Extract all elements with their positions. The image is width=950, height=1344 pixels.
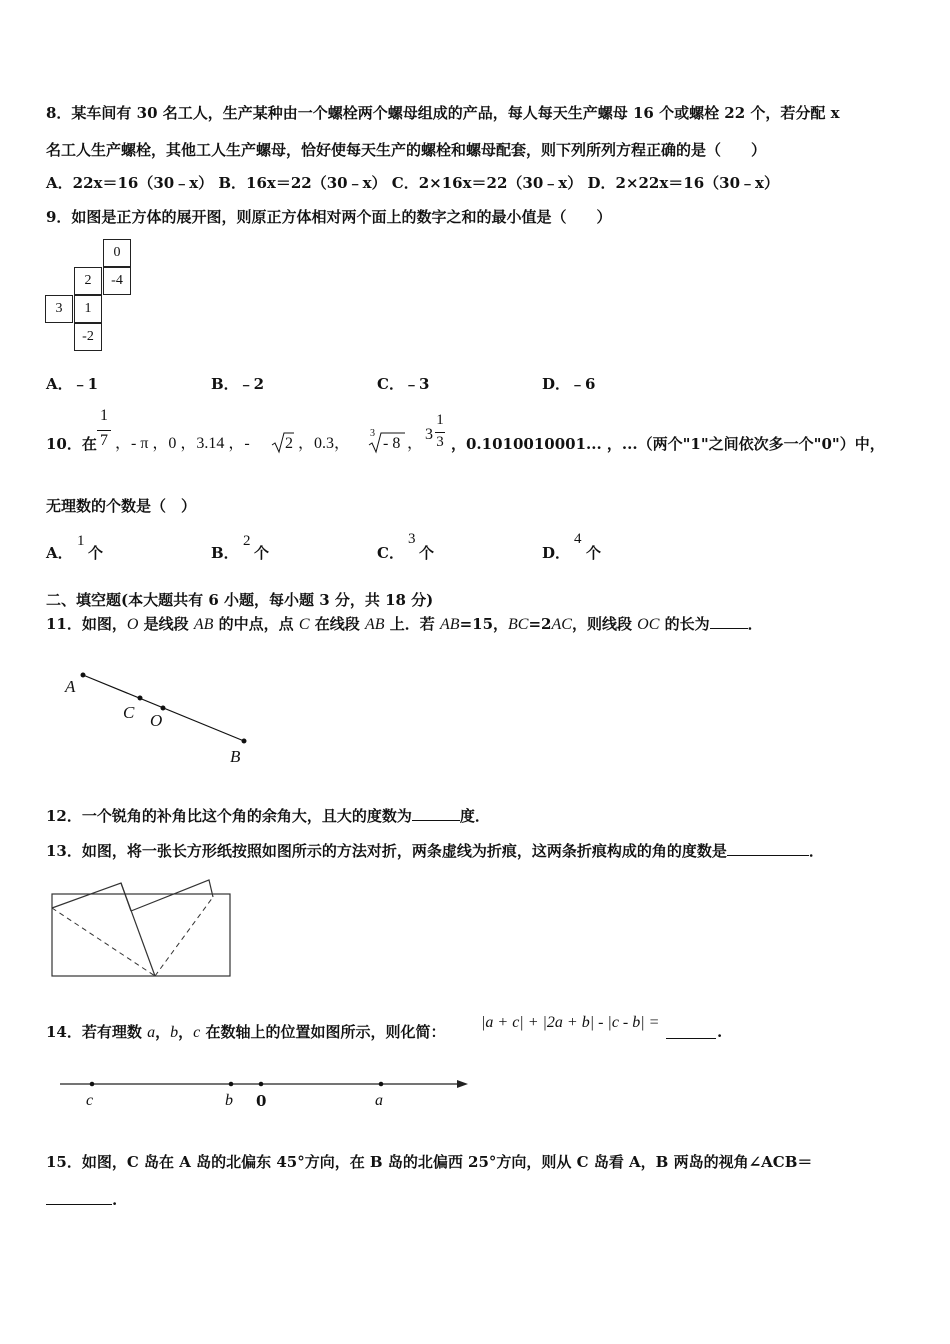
folded-paper-diagram <box>45 875 245 980</box>
net-cell: -4 <box>103 267 131 295</box>
cube-root-radicand: - 8 <box>383 435 401 452</box>
q8-line2: 名工人生产螺栓，其他工人生产螺母，恰好使每天生产的螺栓和螺母配套，则下列所列方程正确的是（ ） <box>46 141 767 159</box>
answer-blank <box>46 1190 112 1205</box>
arrow-icon <box>457 1080 468 1088</box>
answer-blank <box>666 1024 716 1039</box>
net-cell: 3 <box>45 295 73 323</box>
point-a <box>379 1082 384 1087</box>
q10-num: 10．在 <box>46 435 97 453</box>
mixed-numerator: 1 <box>436 412 444 428</box>
q10-option-a: A． <box>46 544 73 562</box>
axis-label-b: b <box>225 1092 233 1109</box>
point-zero <box>259 1082 264 1087</box>
q10-terms: ，- π ，0 ，3.14 ，- <box>115 435 250 452</box>
section-heading: 二、填空题(本大题共有 6 小题，每小题 3 分，共 18 分) <box>46 591 434 609</box>
net-cell: 2 <box>74 267 102 295</box>
q14-end: . <box>717 1023 723 1041</box>
mixed-whole: 3 <box>425 426 433 443</box>
q15-line1: 15．如图，C 岛在 A 岛的北偏东 45°方向，在 B 岛的北偏西 25°方向，则从 C 岛看 A，B 两岛的视角∠ACB＝ <box>46 1153 813 1171</box>
axis-label-c: c <box>86 1092 94 1109</box>
answer-blank <box>727 841 809 856</box>
net-cell: 1 <box>74 295 102 323</box>
crease-right <box>155 897 213 976</box>
q12-text: 12．一个锐角的补角比这个角的余角大，且大的度数为 度． <box>46 807 490 825</box>
q13-text: 13．如图，将一张长方形纸按照如图所示的方法对折，两条虚线为折痕，这两条折痕构成的角的度数是 ． <box>46 842 824 860</box>
net-cell: -2 <box>74 323 102 351</box>
q9-option-a: A．﹣1 <box>46 375 99 393</box>
point-b <box>229 1082 234 1087</box>
label-o: O <box>150 711 163 730</box>
frac-numerator: 1 <box>100 407 108 424</box>
label-b: B <box>230 747 241 766</box>
frac-denominator: 7 <box>100 432 108 449</box>
q10-option-d: D． <box>542 544 571 562</box>
net-cell: 0 <box>103 239 131 267</box>
q10-option-a-unit: 个 <box>88 544 104 562</box>
point-c <box>90 1082 95 1087</box>
label-c: C <box>123 703 135 722</box>
fold-edge <box>121 883 155 976</box>
q11-text: 11．如图，O 是线段 AB 的中点，点 C 在线段 AB 上．若 AB=15，BC=2AC，则线段 OC 的长为 ． <box>46 615 763 633</box>
q9-option-b: B．﹣2 <box>211 375 265 393</box>
q14-expression: |a + c| + |2a + b| - |c - b| = <box>481 1014 660 1031</box>
q10-option-a-value: 1 <box>77 533 85 549</box>
q10-option-b: B． <box>211 544 239 562</box>
label-a: A <box>65 677 76 696</box>
fold-flap-right <box>131 880 213 911</box>
q10-option-b-value: 2 <box>243 533 251 549</box>
q10-option-d-value: 4 <box>574 531 582 547</box>
rectangle-paper <box>52 894 230 976</box>
frac-bar <box>97 430 111 431</box>
answer-blank <box>412 806 460 821</box>
q10-option-c-unit: 个 <box>419 544 435 562</box>
mixed-bar <box>435 432 445 433</box>
q10-line2: 无理数的个数是（ ） <box>46 497 197 515</box>
q8-options: A．22x＝16（30﹣x） B．16x＝22（30﹣x） C．2×16x＝22（30﹣x） D．2×22x＝16（30﹣x） <box>46 174 779 192</box>
answer-blank <box>710 614 748 629</box>
axis-label-zero: 0 <box>256 1092 267 1110</box>
q10-option-c-value: 3 <box>408 531 416 547</box>
cube-root-index: 3 <box>370 428 375 439</box>
q10-terms-4: ，0.1010010001... ，...（两个"1"之间依次多一个"0"）中， <box>451 435 885 453</box>
q10-terms-2: ，0.3， <box>298 435 351 452</box>
q8-line1: 8．某车间有 30 名工人，生产某种由一个螺栓两个螺母组成的产品，每人每天生产螺母 16 个或螺栓 22 个，若分配 x <box>46 104 840 122</box>
crease-left <box>52 908 155 976</box>
q9-option-d: D．﹣6 <box>542 375 596 393</box>
q10-option-c: C． <box>377 544 404 562</box>
q10-option-b-unit: 个 <box>254 544 270 562</box>
q14-text: 14．若有理数 a，b，c 在数轴上的位置如图所示，则化简： <box>46 1023 446 1041</box>
q9-option-c: C．﹣3 <box>377 375 430 393</box>
q15-line2: . <box>46 1190 117 1210</box>
point-c <box>138 696 143 701</box>
mixed-denominator: 3 <box>436 434 444 450</box>
axis-label-a: a <box>375 1092 383 1109</box>
q9-stem: 9．如图是正方体的展开图，则原正方体相对两个面上的数字之和的最小值是（ ） <box>46 208 612 226</box>
point-a <box>81 673 86 678</box>
q10-option-d-unit: 个 <box>586 544 602 562</box>
q10-terms-3: ， <box>407 435 424 452</box>
point-b <box>242 739 247 744</box>
fold-flap-left <box>52 883 131 911</box>
sqrt2-radicand: 2 <box>285 435 293 452</box>
point-o <box>161 706 166 711</box>
